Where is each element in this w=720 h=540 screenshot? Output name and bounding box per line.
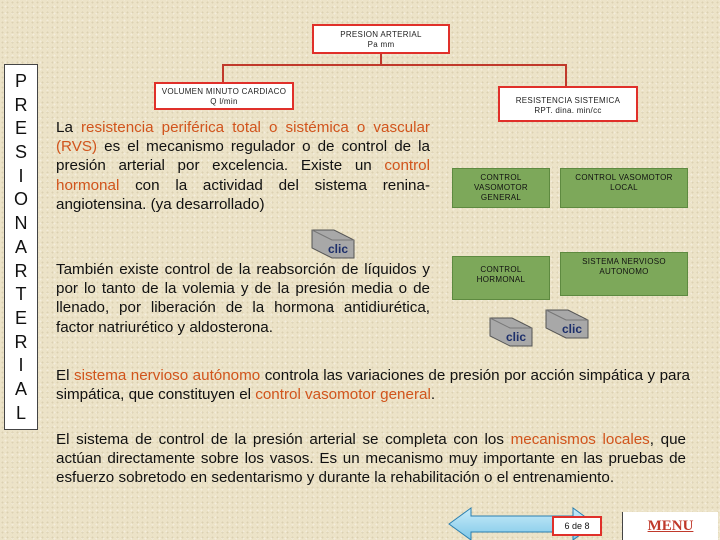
- text-span: También existe control de la reabsorción de líquidos y por lo tanto de la volemia y de la presión media o de llenado, por liberación de la hormona antidiurética, factor natriurético y aldosterona.: [56, 261, 430, 336]
- vertical-title-letter: R: [14, 331, 28, 352]
- text-span: es el mecanismo regulador o de control de la presión arterial por excelencia. Existe un: [56, 138, 430, 175]
- control-vasomotor-general-sub: GENERAL: [480, 193, 522, 202]
- text-span: El: [56, 367, 74, 384]
- volumen-minuto-unit: Q l/min: [210, 97, 238, 106]
- vertical-title-letter: T: [15, 284, 27, 305]
- control-hormonal-sub: HORMONAL: [476, 275, 526, 284]
- text-span: El sistema de control de la presión arterial se completa con los: [56, 431, 511, 448]
- vertical-title-letter: O: [13, 189, 28, 210]
- menu-link[interactable]: MENU: [622, 512, 718, 540]
- text-span: , que actúan directamente sobre los vasos. Es un mecanismo muy importante en las pruebas de esfuerzo sobretodo en sedentarismo y durante la rehabilitación o el entrenamiento.: [56, 431, 686, 487]
- text-span: con la actividad del sistema renina-angiotensina. (ya desarrollado): [56, 176, 430, 213]
- highlight-control-vasomotor: control vasomotor general: [255, 386, 431, 404]
- vertical-title-letter: S: [14, 142, 27, 163]
- presion-arterial-label: PRESION ARTERIAL: [340, 30, 422, 39]
- highlight-sistema-nervioso: sistema nervioso autónomo: [73, 367, 261, 384]
- clic-label: clic: [505, 330, 527, 344]
- connector-line: [222, 64, 566, 66]
- vertical-title-letter: E: [14, 308, 27, 329]
- control-vasomotor-local-label: CONTROL VASOMOTOR: [575, 173, 673, 182]
- vertical-title-letter: R: [14, 94, 28, 115]
- control-hormonal-label: CONTROL: [480, 265, 522, 274]
- highlight-rvs: resistencia periférica total o sistémica o vascular (RVS): [56, 119, 430, 156]
- vertical-title: [4, 64, 38, 430]
- resistencia-sistemica-label: RESISTENCIA SISTEMICA: [515, 96, 621, 105]
- text-span: controla las variaciones de presión por acción simpática y para simpática, que constituyen el: [56, 367, 690, 404]
- text-span: La: [56, 119, 81, 136]
- clic-label: clic: [327, 242, 349, 256]
- volumen-minuto-box[interactable]: [154, 82, 294, 110]
- sistema-nervioso-autonomo-label: SISTEMA NERVIOSO: [582, 257, 666, 266]
- paragraph-reabsorcion: [56, 260, 430, 337]
- vertical-title-letter: L: [15, 402, 26, 423]
- vertical-title-letter: A: [14, 379, 27, 400]
- vertical-title-letter: R: [14, 260, 28, 281]
- presion-arterial-box[interactable]: [312, 24, 450, 54]
- resistencia-sistemica-box[interactable]: [498, 86, 638, 122]
- clic-button-3[interactable]: [542, 308, 590, 340]
- vertical-title-letter: I: [18, 165, 24, 186]
- control-vasomotor-local-sub: LOCAL: [610, 183, 638, 192]
- highlight-mecanismos-locales: mecanismos locales: [510, 431, 650, 448]
- paragraph-sistema-nervioso: [56, 366, 690, 404]
- control-vasomotor-local-box[interactable]: [560, 168, 688, 208]
- paragraph-resistencia: [56, 118, 430, 214]
- resistencia-sistemica-unit: RPT. dina. min/cc: [534, 106, 602, 115]
- vertical-title-letter: A: [14, 236, 27, 257]
- sistema-nervioso-autonomo-box[interactable]: [560, 252, 688, 296]
- vertical-title-letter: I: [18, 355, 24, 376]
- vertical-title-letter: N: [14, 213, 28, 234]
- highlight-control-hormonal: control hormonal: [56, 157, 430, 194]
- page-indicator: 6 de 8: [552, 516, 602, 536]
- control-vasomotor-general-box[interactable]: [452, 168, 550, 208]
- control-vasomotor-general-label: CONTROL VASOMOTOR: [474, 173, 528, 192]
- text-span: .: [430, 386, 436, 404]
- connector-line: [565, 64, 567, 86]
- clic-label: clic: [561, 322, 583, 336]
- presion-arterial-unit: Pa mm: [367, 40, 395, 49]
- vertical-title-letter: E: [14, 118, 27, 139]
- control-hormonal-box[interactable]: [452, 256, 550, 300]
- clic-button-1[interactable]: [308, 228, 356, 260]
- volumen-minuto-label: VOLUMEN MINUTO CARDIACO: [161, 87, 287, 96]
- vertical-title-letter: P: [14, 70, 27, 91]
- paragraph-mecanismos-locales: [56, 430, 686, 488]
- clic-button-2[interactable]: [486, 316, 534, 348]
- sistema-nervioso-autonomo-sub: AUTONOMO: [599, 267, 649, 276]
